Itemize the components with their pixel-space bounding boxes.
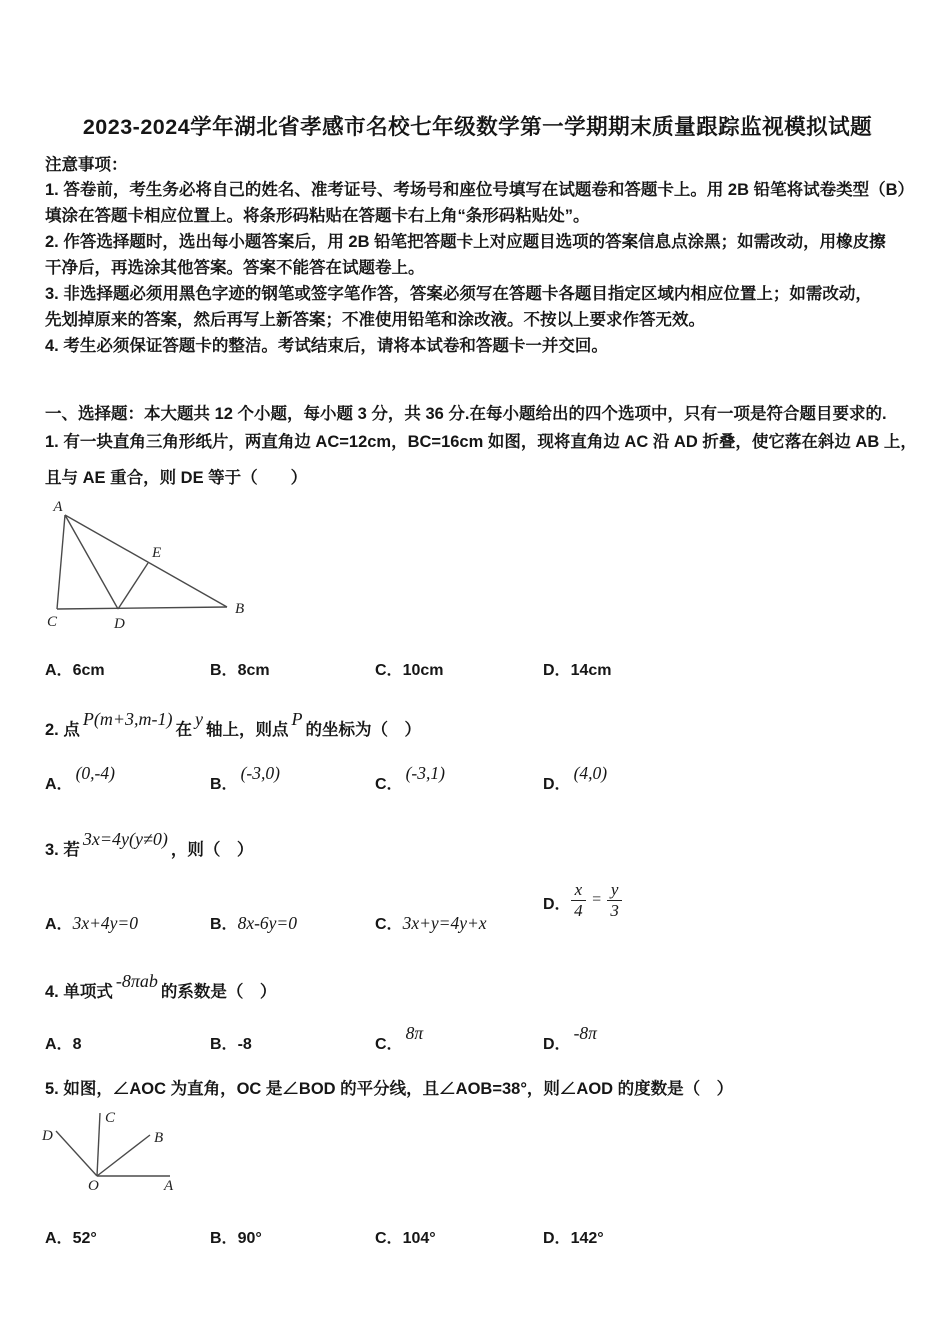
option-label: A． — [45, 662, 73, 679]
q2-stem-text: 2. 点 — [45, 721, 80, 739]
option-label: C． — [375, 776, 403, 793]
q2-option-b — [210, 763, 375, 794]
question-1-stem-line-1: 1. 有一块直角三角形纸片，两直角边 AC=12cm，BC=16cm 如图，现将直角边 AC 沿 AD 折叠，使它落在斜边 AB 上， — [45, 433, 917, 451]
notice-line: 填涂在答题卡相应位置上。将条形码粘贴在答题卡右上角“条形码粘贴处”。 — [45, 207, 590, 225]
q2-option-d — [543, 763, 910, 794]
triangle-label-a: A — [53, 499, 63, 515]
option-value: 8x-6y=0 — [237, 912, 297, 933]
q1-option-c — [375, 657, 543, 680]
notice-line: 1. 答卷前，考生务必将自己的姓名、准考证号、考场号和座位号填写在试题卷和答题卡上。用 2B 铅笔将试卷类型（B） — [45, 181, 915, 199]
q2-formula-p: P — [291, 709, 303, 729]
angle-rays-figure — [40, 1108, 200, 1203]
notice-line: 2. 作答选择题时，选出每小题答案后，用 2B 铅笔把答题卡上对应题目选项的答案信息点涂黑；如需改动，用橡皮擦 — [45, 233, 886, 251]
option-label: A． — [45, 1229, 73, 1247]
fraction-x-over-4 — [571, 881, 587, 920]
q1-option-b — [210, 657, 375, 680]
q4-option-b — [210, 1031, 375, 1054]
q1-option-a — [45, 657, 210, 680]
q1-option-d — [543, 657, 910, 680]
option-value: 142° — [570, 1229, 604, 1247]
option-label: A． — [45, 776, 73, 793]
option-value: -8π — [573, 1022, 597, 1043]
notice-line: 3. 非选择题必须用黑色字迹的钢笔或签字笔作答，答案必须写在答题卡各题目指定区域内相应位置上；如需改动， — [45, 285, 872, 303]
q4-stem-text: 的系数是（ ） — [160, 982, 277, 1001]
option-label: D． — [543, 662, 571, 679]
triangle-label-e: E — [152, 545, 162, 561]
question-5-options — [45, 1225, 910, 1248]
q4-stem-text: 4. 单项式 — [45, 982, 113, 1001]
q4-option-d — [543, 1022, 910, 1054]
option-label: D． — [543, 776, 571, 793]
option-value: 3x+4y=0 — [72, 912, 138, 933]
option-label: C． — [375, 915, 403, 933]
question-5-stem: 5. 如图，∠AOC 为直角，OC 是∠BOD 的平分线，且∠AOB=38°，则∠AOD 的度数是（ ） — [45, 1079, 734, 1098]
q5-option-d — [543, 1225, 910, 1248]
q3-stem-text: 3. 若 — [45, 841, 80, 859]
fraction-numerator: y — [607, 881, 623, 901]
option-label: C． — [375, 662, 403, 679]
fraction-denominator: 3 — [610, 900, 619, 920]
option-value: 3x+y=4y+x — [402, 912, 487, 933]
notice-line: 先划掉原来的答案，然后再写上新答案；不准使用铅笔和涂改液。不按以上要求作答无效。 — [45, 311, 705, 329]
page-title: 2023-2024学年湖北省孝感市名校七年级数学第一学期期末质量跟踪监视模拟试题 — [82, 115, 873, 139]
option-value: (-3,1) — [405, 763, 445, 783]
option-value: 8 — [72, 1035, 82, 1053]
question-1-options — [45, 657, 910, 680]
question-3-options — [45, 873, 910, 934]
question-5-figure — [40, 1108, 910, 1203]
option-label: B． — [210, 1229, 238, 1247]
fraction-numerator: x — [571, 881, 587, 901]
angle-label-d: D — [42, 1127, 53, 1144]
option-value: 14cm — [570, 662, 612, 679]
q2-option-c — [375, 763, 543, 794]
q2-formula-axis: y — [194, 709, 203, 729]
q2-stem-text: 的坐标为（ ） — [305, 721, 421, 739]
question-1-stem-line-2: 且与 AE 重合，则 DE 等于（ ） — [45, 469, 308, 487]
q3-stem-text: ，则（ ） — [170, 841, 254, 859]
option-label: C． — [375, 1229, 403, 1247]
option-label: B． — [210, 1035, 238, 1053]
question-2-stem — [45, 706, 910, 743]
q3-formula: 3x=4y(y≠0) — [82, 829, 168, 849]
angle-label-a: A — [164, 1177, 174, 1194]
question-4-stem — [45, 964, 910, 1005]
notice-heading: 注意事项： — [45, 156, 128, 174]
option-label: B． — [210, 662, 238, 679]
q5-option-c — [375, 1225, 543, 1248]
q4-formula: -8πab — [115, 970, 158, 991]
question-1-figure — [25, 497, 910, 637]
option-label: C． — [375, 1035, 403, 1053]
option-value: 10cm — [402, 662, 444, 679]
option-value: 52° — [72, 1229, 97, 1247]
q3-option-d — [543, 880, 910, 934]
q4-option-c — [375, 1022, 543, 1054]
option-label: D． — [543, 1035, 571, 1053]
option-label: B． — [210, 915, 238, 933]
question-4-options — [45, 1017, 910, 1054]
q3-option-d-fraction — [571, 881, 623, 920]
option-label: A． — [45, 915, 73, 933]
option-value: 90° — [237, 1229, 262, 1247]
q5-option-b — [210, 1225, 375, 1248]
section-heading-choice-questions: 一、选择题：本大题共 12 个小题，每小题 3 分，共 36 分.在每小题给出的四个选项中，只有一项是符合题目要求的. — [45, 405, 887, 423]
triangle-label-d: D — [114, 616, 125, 632]
q2-formula-point: P(m+3,m-1) — [82, 709, 173, 729]
q5-option-a — [45, 1225, 210, 1248]
q3-option-b — [210, 911, 375, 934]
option-value: 6cm — [72, 662, 105, 679]
angle-label-b: B — [154, 1129, 164, 1146]
option-label: A． — [45, 1035, 73, 1053]
option-label: D． — [543, 1229, 571, 1247]
q2-stem-text: 在 — [175, 721, 192, 739]
triangle-label-b: B — [235, 601, 245, 617]
q2-option-a — [45, 763, 210, 794]
question-2-options — [45, 759, 910, 794]
option-label: D． — [543, 896, 571, 913]
option-value: -8 — [237, 1035, 252, 1053]
question-3-stem — [45, 824, 910, 863]
option-label: B． — [210, 776, 238, 793]
notice-line: 4. 考生必须保证答题卡的整洁。考试结束后，请将本试卷和答题卡一并交回。 — [45, 337, 608, 355]
option-value: 104° — [402, 1229, 436, 1247]
q3-option-c — [375, 911, 543, 934]
angle-label-o: O — [88, 1177, 99, 1194]
angle-label-c: C — [105, 1109, 116, 1126]
option-value: 8π — [405, 1022, 424, 1043]
q3-option-a — [45, 911, 210, 934]
option-value: 8cm — [237, 662, 270, 679]
option-value: (0,-4) — [75, 763, 115, 783]
q4-option-a — [45, 1031, 210, 1054]
equals-sign: = — [591, 891, 602, 909]
fraction-denominator: 4 — [574, 900, 583, 920]
option-value: (-3,0) — [240, 763, 280, 783]
option-value: (4,0) — [573, 763, 608, 783]
notice-line: 干净后，再选涂其他答案。答案不能答在试题卷上。 — [45, 259, 425, 277]
triangle-label-c: C — [47, 614, 58, 630]
q2-stem-text: 轴上，则点 — [205, 721, 289, 739]
fraction-y-over-3 — [607, 881, 623, 920]
right-triangle-fold-figure — [25, 497, 325, 637]
